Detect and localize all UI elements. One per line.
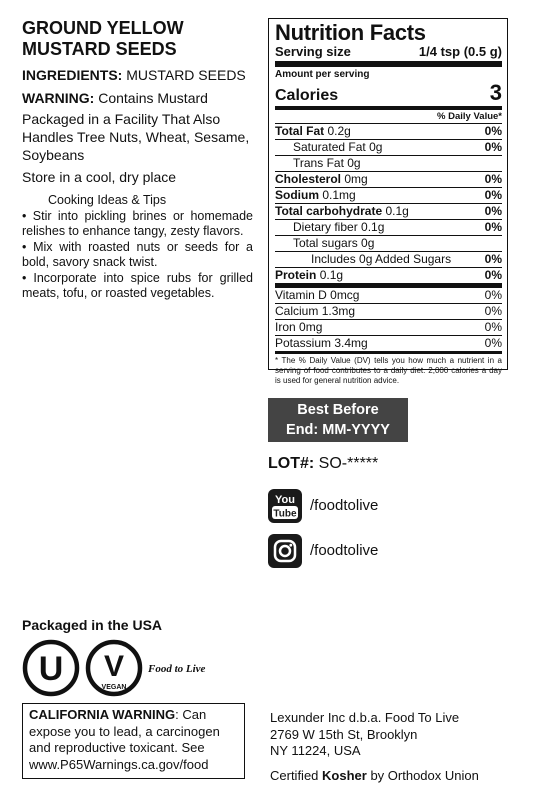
kosher-letter: U xyxy=(38,650,64,688)
ingredients-label: INGREDIENTS: xyxy=(22,67,123,83)
youtube-handle[interactable]: /foodtolive xyxy=(310,497,379,514)
nutrition-title: Nutrition Facts xyxy=(275,20,426,45)
calories-label: Calories xyxy=(275,87,339,104)
nutrient-amount: 0g xyxy=(347,156,361,170)
nutrient-row-vitamin-d xyxy=(275,288,502,304)
warning-label: WARNING: xyxy=(22,90,95,106)
california-warning-text: : Can expose you to lead, a carcinogen and reproductive toxicant. See www.P65Warnings.ca.gov/food xyxy=(29,707,220,772)
serving-size-value: 1/4 tsp (0.5 g) xyxy=(418,44,502,59)
nutrient-row-protein xyxy=(275,268,502,288)
nutrient-row-calcium xyxy=(275,304,502,320)
nutrient-pct: 0% xyxy=(484,124,502,138)
nutrient-name: Total sugars xyxy=(293,236,358,250)
california-warning-label: CALIFORNIA WARNING xyxy=(29,707,176,722)
ingredients xyxy=(22,66,272,84)
nutrient-amount: 0.1mg xyxy=(322,188,356,202)
nutrient-name: Calcium xyxy=(275,304,319,318)
cooking-tips-title: Cooking Ideas & Tips xyxy=(48,193,167,207)
nutrient-name: Vitamin D xyxy=(275,288,327,302)
certification-logos xyxy=(22,638,222,698)
address-line1: Lexunder Inc d.b.a. Food To Live xyxy=(270,710,460,725)
nutrient-amount: 0mg xyxy=(299,320,323,334)
storage-instructions: Store in a cool, dry place xyxy=(22,169,177,185)
nutrient-row-total-carbohydrate xyxy=(275,204,502,220)
lot-number xyxy=(268,455,378,473)
cooking-tips xyxy=(22,193,253,302)
company-address xyxy=(270,710,510,760)
california-warning-box xyxy=(22,703,245,779)
tip-item: • Incorporate into spice rubs for grilled meats, tofu, or roasted vegetables. xyxy=(22,270,253,300)
nutrient-row-trans-fat xyxy=(275,156,502,172)
nutrient-row-saturated-fat xyxy=(275,140,502,156)
nutrient-amount: 0.1g xyxy=(319,268,344,282)
nutrient-row-total-fat xyxy=(275,124,502,140)
product-title xyxy=(22,18,262,60)
nutrient-amount: 0.1g xyxy=(385,204,409,218)
nutrient-pct: 0% xyxy=(484,304,502,318)
nutrient-amount: 0mcg xyxy=(330,288,360,302)
nutrient-name: Cholesterol xyxy=(275,172,342,186)
nutrient-amount: 1.3mg xyxy=(321,304,356,318)
nutrient-name: Saturated Fat xyxy=(293,140,366,154)
lot-value: SO-***** xyxy=(318,455,379,472)
serving-size-row xyxy=(275,44,502,67)
nutrient-row-total-sugars xyxy=(275,236,502,252)
nutrient-amount: 0g xyxy=(369,140,383,154)
nutrient-pct: 0% xyxy=(484,268,502,282)
nutrient-pct: 0% xyxy=(484,188,502,202)
best-before-line1: Best Before xyxy=(297,402,379,418)
nutrient-pct: 0% xyxy=(484,220,502,234)
youtube-icon-text-bottom: Tube xyxy=(273,508,297,520)
tip-item: • Stir into pickling brines or homemade relishes to enhance tangy, zesty flavors. xyxy=(22,208,253,238)
product-title-line2: MUSTARD SEEDS xyxy=(22,39,177,59)
nutrient-amount: 3.4mg xyxy=(334,336,368,350)
lot-label: LOT#: xyxy=(268,455,315,472)
vegan-logo xyxy=(88,642,140,694)
nutrient-row-sodium xyxy=(275,188,502,204)
nutrient-name: Protein xyxy=(275,268,317,282)
warning-value: Contains Mustard xyxy=(98,90,208,106)
nutrient-amount: 0g xyxy=(361,236,375,250)
nutrient-name: Iron xyxy=(275,320,296,334)
youtube-icon xyxy=(268,489,302,523)
best-before-box xyxy=(268,398,408,442)
kosher-suffix: by Orthodox Union xyxy=(366,768,479,783)
nutrient-name: Total Fat xyxy=(275,124,325,138)
instagram-handle[interactable]: /foodtolive xyxy=(310,542,379,559)
nutrient-name: Dietary fiber xyxy=(293,220,358,234)
serving-size-label: Serving size xyxy=(275,44,351,59)
ingredients-value: MUSTARD SEEDS xyxy=(126,67,246,83)
nutrient-amount: 0.1g xyxy=(361,220,385,234)
nutrient-pct: 0% xyxy=(484,140,502,154)
nutrient-amount: 0.2g xyxy=(327,124,351,138)
nutrient-pct: 0% xyxy=(484,336,502,350)
kosher-bold: Kosher xyxy=(322,768,367,783)
nutrient-pct: 0% xyxy=(484,288,502,302)
tip-item: • Mix with roasted nuts or seeds for a bold, savory snack twist. xyxy=(22,239,253,269)
nutrient-pct: 0% xyxy=(484,252,502,266)
address-line3: NY 11224, USA xyxy=(270,743,361,758)
nutrition-facts-panel xyxy=(268,18,508,385)
best-before-line2: End: MM-YYYY xyxy=(286,422,390,438)
nutrient-amount: 0mg xyxy=(344,172,368,186)
youtube-icon-text-top: You xyxy=(275,494,295,506)
brand-logo: Food to Live xyxy=(148,663,206,675)
vegan-word: VEGAN xyxy=(101,684,127,691)
nutrient-pct: 0% xyxy=(484,172,502,186)
nutrient-row-potassium xyxy=(275,336,502,354)
daily-value-footnote: * The % Daily Value (DV) tells you how much a nutrient in a serving of food contributes to a daily diet. 2,000 calories a day is used for general nutrition advice. xyxy=(275,356,502,385)
kosher-certification xyxy=(270,768,479,783)
calories-value: 3 xyxy=(489,80,502,105)
nutrient-name: Total carbohydrate xyxy=(275,204,383,218)
nutrient-name: Includes 0g Added Sugars xyxy=(311,252,452,266)
instagram-icon xyxy=(268,534,302,568)
product-title-line1: GROUND YELLOW xyxy=(22,18,184,38)
address-line2: 2769 W 15th St, Brooklyn xyxy=(270,726,418,742)
nutrient-row-cholesterol xyxy=(275,172,502,188)
vegan-letter: V xyxy=(103,650,125,683)
nutrient-name: Sodium xyxy=(275,188,319,202)
facility-statement: Packaged in a Facility That Also Handles Tree Nuts, Wheat, Sesame, Soybeans xyxy=(22,111,250,163)
packaged-in-usa: Packaged in the USA xyxy=(22,617,163,633)
nutrient-pct: 0% xyxy=(484,320,502,334)
nutrient-pct: 0% xyxy=(484,204,502,218)
allergen-warning xyxy=(22,89,272,107)
kosher-ou-logo xyxy=(25,642,77,694)
nutrient-row-iron xyxy=(275,320,502,336)
amount-per-serving: Amount per serving xyxy=(275,69,370,80)
calories-row xyxy=(275,81,502,110)
nutrient-name: Trans Fat xyxy=(293,156,344,170)
nutrient-row-dietary-fiber xyxy=(275,220,502,236)
daily-value-header: % Daily Value* xyxy=(275,110,502,124)
nutrient-name: Potassium xyxy=(275,336,332,350)
nutrient-row-added-sugars xyxy=(275,252,502,268)
kosher-prefix: Certified xyxy=(270,768,323,783)
